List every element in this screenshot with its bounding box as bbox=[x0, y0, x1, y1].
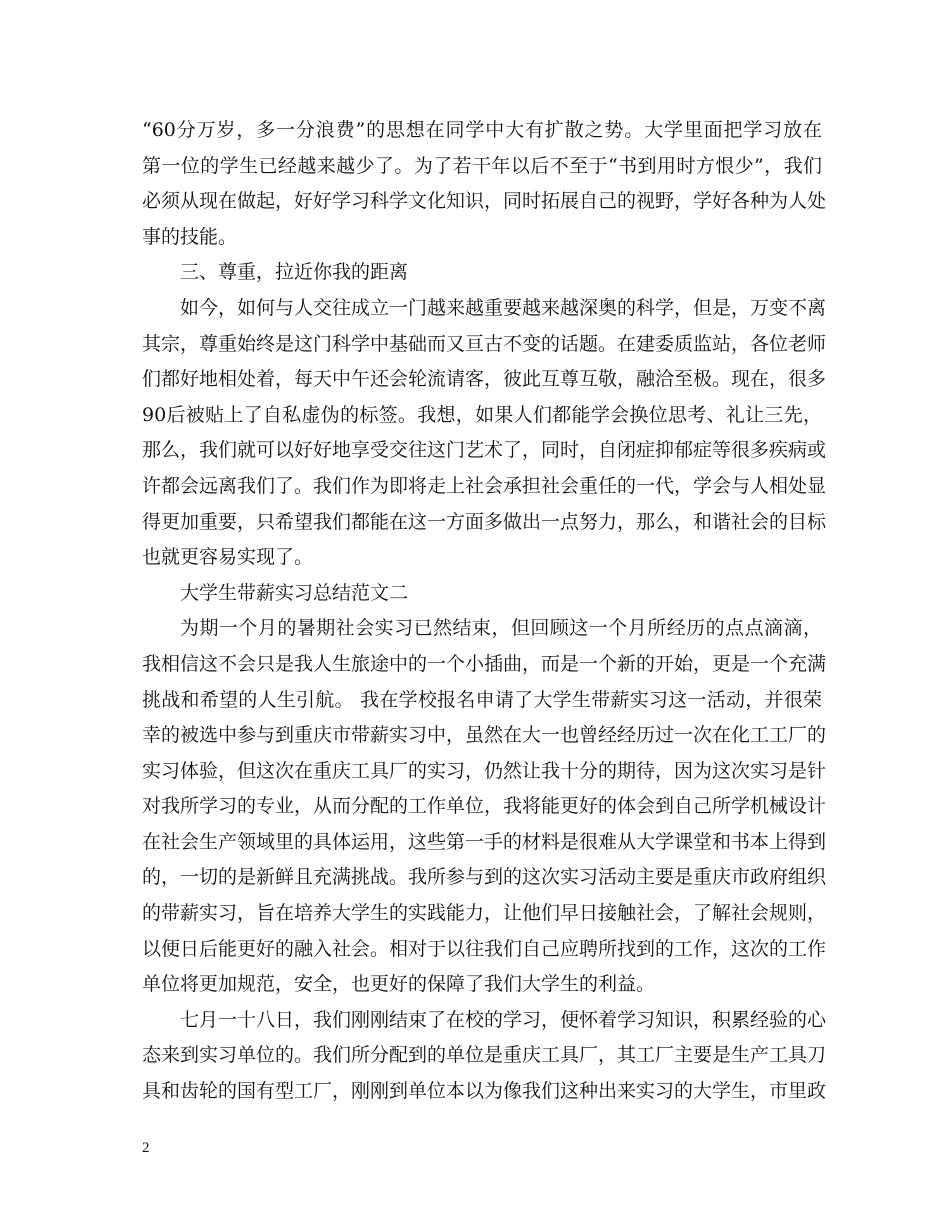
text-line: 必须从现在做起，好好学习科学文化知识，同时拓展自己的视野，学好各种为人处 bbox=[142, 190, 827, 213]
text-line: 在社会生产领域里的具体运用，这些第一手的材料是很难从大学课堂和书本上得到 bbox=[142, 830, 827, 853]
text-line: 幸的被选中参与到重庆市带薪实习中，虽然在大一也曾经经历过一次在化工工厂的 bbox=[142, 724, 827, 747]
text-line: 具和齿轮的国有型工厂，刚刚到单位本以为像我们这种出来实习的大学生，市里政 bbox=[142, 1080, 827, 1103]
text-line: 也就更容易实现了。 bbox=[142, 546, 314, 569]
text-line: 们都好地相处着，每天中午还会轮流请客，彼此互尊互敬，融洽至极。现在，很多 bbox=[142, 368, 827, 391]
text-line: 以便日后能更好的融入社会。相对于以往我们自己应聘所找到的工作，这次的工作 bbox=[142, 937, 827, 960]
text-line: 挑战和希望的人生引航。 我在学校报名申请了大学生带薪实习这一活动，并很荣 bbox=[142, 688, 822, 711]
text-line: 单位将更加规范，安全，也更好的保障了我们大学生的利益。 bbox=[142, 973, 656, 996]
text-line: 的带薪实习，旨在培养大学生的实践能力，让他们早日接触社会，了解社会规则， bbox=[142, 902, 827, 925]
text-line: 得更加重要，只希望我们都能在这一方面多做出一点努力，那么，和谐社会的目标 bbox=[142, 510, 827, 533]
text-line: 为期一个月的暑期社会实习已然结束，但回顾这一个月所经历的点点滴滴， bbox=[180, 617, 822, 640]
page-number: 2 bbox=[142, 1140, 150, 1156]
text-line: 的，一切的是新鲜且充满挑战。我所参与到的这次实习活动主要是重庆市政府组织 bbox=[142, 866, 827, 889]
text-line: 那么，我们就可以好好地享受交往这门艺术了，同时，自闭症抑郁症等很多疾病或 bbox=[142, 439, 827, 462]
text-line: “60分万岁，多一分浪费”的思想在同学中大有扩散之势。大学里面把学习放在 bbox=[142, 119, 822, 141]
text-line: 七月一十八日，我们刚刚结束了在校的学习，便怀着学习知识，积累经验的心 bbox=[180, 1008, 827, 1031]
text-line: 态来到实习单位的。我们所分配到的单位是重庆工具厂，其工厂主要是生产工具刀 bbox=[142, 1044, 827, 1067]
text-line: 对我所学习的专业，从而分配的工作单位，我将能更好的体会到自己所学机械设计 bbox=[142, 795, 827, 818]
text-line: 许都会远离我们了。我们作为即将走上社会承担社会重任的一代，学会与人相处显 bbox=[142, 474, 827, 497]
text-line: 实习体验，但这次在重庆工具厂的实习，仍然让我十分的期待，因为这次实习是针 bbox=[142, 759, 827, 782]
section-heading: 大学生带薪实习总结范文二 bbox=[180, 581, 409, 604]
text-line: 我相信这不会只是我人生旅途中的一个小插曲，而是一个新的开始，更是一个充满 bbox=[142, 652, 827, 675]
text-line: 如今，如何与人交往成立一门越来越重要越来越深奥的科学，但是，万变不离 bbox=[180, 296, 827, 319]
section-heading: 三、尊重，拉近你我的距离 bbox=[180, 261, 409, 284]
text-line: 事的技能。 bbox=[142, 225, 238, 248]
text-line: 第一位的学生已经越来越少了。为了若干年以后不至于“书到用时方恨少”，我们 bbox=[142, 154, 822, 177]
text-line: 90后被贴上了自私虚伪的标签。我想，如果人们都能学会换位思考、礼让三先， bbox=[142, 403, 822, 426]
text-line: 其宗，尊重始终是这门科学中基础而又亘古不变的话题。在建委质监站，各位老师 bbox=[142, 332, 827, 355]
body-text bbox=[142, 113, 827, 1110]
